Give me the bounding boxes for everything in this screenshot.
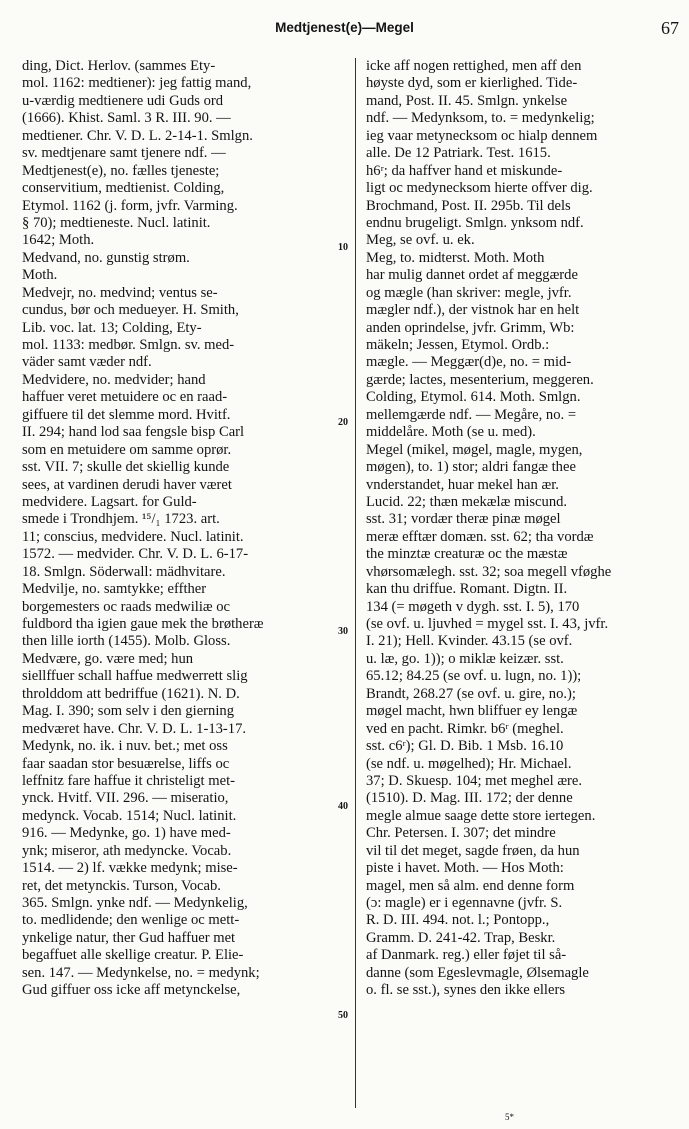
text-line: Etymol. 1162 (j. form, jvfr. Varming. xyxy=(22,197,238,214)
text-line: 1642; Moth. xyxy=(22,232,95,249)
text-line: Medvejr, no. medvind; ventus se- xyxy=(22,284,218,301)
text-line: 365. Smlgn. ynke ndf. — Medynkelig, xyxy=(22,895,248,911)
text-line: (ɔ: magle) er i egennavne (jvfr. S. xyxy=(366,895,563,911)
text-line: cundus, bør och medueyer. H. Smith, xyxy=(22,302,239,319)
text-line: vil til det meget, sagde frøen, da hun xyxy=(366,842,580,859)
text-line: gærde; lactes, mesenterium, meggeren. xyxy=(366,371,594,388)
text-line: Chr. Petersen. I. 307; det mindre xyxy=(366,825,556,842)
text-line: then lille iorth (1455). Molb. Gloss. xyxy=(22,633,231,650)
text-line: magel, men så alm. end denne form xyxy=(366,877,575,894)
text-line: mægle. — Meggær(d)e, no. = mid- xyxy=(366,354,572,371)
text-line: 18. Smlgn. Söderwall: mädhvitare. xyxy=(22,563,226,580)
text-line: (1666). Khist. Saml. 3 R. III. 90. — xyxy=(22,110,231,127)
text-line: Colding, Etymol. 614. Moth. Smlgn. xyxy=(366,389,581,406)
text-line: endnu brugeligt. Smlgn. ynksom ndf. xyxy=(366,214,584,231)
text-line: mäkeln; Jessen, Etymol. Ordb.: xyxy=(366,337,550,353)
text-line: mol. 1162: medtiener): jeg fattig mand, xyxy=(22,75,252,92)
text-line: sst. VII. 7; skulle det skiellig kunde xyxy=(22,459,230,476)
text-line: ret, det metynckis. Turson, Vocab. xyxy=(22,877,221,894)
text-line: R. D. III. 494. not. l.; Pontopp., xyxy=(366,912,550,929)
page-header xyxy=(0,18,689,42)
text-line: sv. medtjenare samt tjenere ndf. — xyxy=(22,145,226,162)
text-line: sst. c6ʳ); Gl. D. Bib. 1 Msb. 16.10 xyxy=(366,738,564,755)
text-line: begaffuet alle skellige creatur. P. Elie- xyxy=(22,947,244,964)
text-line: Gud giffuer oss icke aff metynckelse, xyxy=(22,982,241,999)
line-number: 30 xyxy=(338,626,348,637)
text-line: danne (som Egeslevmagle, Ølsemagle xyxy=(366,964,589,981)
text-line: sen. 147. — Medynkelse, no. = medynk; xyxy=(22,964,260,981)
text-line: throlddom att bedriffue (1621). N. D. xyxy=(22,685,240,702)
text-line: haffuer veret metuidere oc en raad- xyxy=(22,389,228,406)
text-line: u. læ, go. 1)); o miklæ keizær. sst. xyxy=(366,650,564,667)
text-line: (1510). D. Mag. III. 172; der denne xyxy=(366,790,573,807)
text-line: § 70); medtieneste. Nucl. latinit. xyxy=(22,214,211,231)
text-line: Medtjenest(e), no. fælles tjeneste; xyxy=(22,162,220,179)
text-line: to. medlidende; den wenlige oc mett- xyxy=(22,912,240,929)
text-line: Meg, to. midterst. Moth. Moth xyxy=(366,249,545,266)
text-line: mol. 1133: medbør. Smlgn. sv. med- xyxy=(22,337,235,353)
right-column xyxy=(366,58,682,1000)
text-line: h6ʳ; da haffver hand et miskunde- xyxy=(366,162,563,179)
text-line: Brandt, 268.27 (se ovf. u. gire, no.); xyxy=(366,685,576,702)
text-line: ynck. Hvitf. VII. 296. — miseratio, xyxy=(22,790,229,807)
text-line: meræ efftær domæn. sst. 62; tha vordæ xyxy=(366,528,594,545)
text-line: alle. De 12 Patriark. Test. 1615. xyxy=(366,145,551,162)
text-line: borgemesters oc raads medwiliæ oc xyxy=(22,598,231,615)
text-line: 65.12; 84.25 (se ovf. u. lugn, no. 1)); xyxy=(366,668,582,685)
text-line: og mægle (han skriver: megle, jvfr. xyxy=(366,284,572,301)
text-line: ding, Dict. Herlov. (sammes Ety- xyxy=(22,58,216,74)
text-line: the minztæ creaturæ oc the mæstæ xyxy=(366,546,568,563)
text-line: faar saadan stor besuærelse, liffs oc xyxy=(22,755,230,772)
text-line: høyste dyd, som er kierlighed. Tide- xyxy=(366,75,578,92)
signature-mark: 5* xyxy=(505,1112,514,1122)
text-line: väder samt væder ndf. xyxy=(22,354,152,371)
text-line: Brochmand, Post. II. 295b. Til dels xyxy=(366,197,571,214)
text-line: kan thu driffue. Romant. Digtn. II. xyxy=(366,581,568,598)
text-line: icke aff nogen rettighed, men aff den xyxy=(366,58,582,74)
text-line: Lucid. 22; thæn mekælæ miscund. xyxy=(366,493,568,510)
text-line: medynck. Vocab. 1514; Nucl. latinit. xyxy=(22,807,237,824)
text-line: ynkelige natur, ther Gud haffuer met xyxy=(22,929,236,946)
text-line: ynk; miseror, ath medyncke. Vocab. xyxy=(22,842,232,859)
text-line: (se ndf. u. møgelhed); Hr. Michael. xyxy=(366,755,572,772)
text-line: 37; D. Skuesp. 104; met meghel ære. xyxy=(366,772,583,789)
text-line: mellemgærde ndf. — Megåre, no. = xyxy=(366,406,577,423)
text-line: Medvære, go. være med; hun xyxy=(22,650,194,667)
text-line: Moth. xyxy=(22,267,58,284)
text-line: vnderstandet, huar mekel han ær. xyxy=(366,476,559,493)
text-line: mand, Post. II. 45. Smlgn. ynkelse xyxy=(366,92,568,109)
text-line: medværet have. Chr. V. D. L. 1-13-17. xyxy=(22,720,247,737)
text-line: conservitium, medtienist. Colding, xyxy=(22,180,225,197)
text-line: ligt oc medynecksom hierte offver dig. xyxy=(366,180,593,197)
line-number: 50 xyxy=(338,1010,348,1021)
column-rule xyxy=(355,58,356,1108)
text-line: sees, at vardinen derudi haver været xyxy=(22,476,232,493)
line-number: 10 xyxy=(338,242,348,253)
text-line: leffnitz fare haffue it christeligt met- xyxy=(22,772,236,789)
text-line: Gramm. D. 241-42. Trap, Beskr. xyxy=(366,929,556,946)
text-line: smede i Trondhjem. ¹⁵/₁ 1723. art. xyxy=(22,511,220,528)
text-line: siellffuer schall haffue medwerrett slig xyxy=(22,668,248,685)
text-line: (se ovf. u. ljuvhed = mygel sst. I. 43, jvfr. xyxy=(366,616,609,632)
text-line: piste i havet. Moth. — Hos Moth: xyxy=(366,860,564,877)
text-line: II. 294; hand lod saa fengsle bisp Carl xyxy=(22,424,245,441)
text-line: Meg, se ovf. u. ek. xyxy=(366,232,475,249)
text-line: vhørsomælegh. sst. 32; soa megell vføghe xyxy=(366,563,612,580)
text-line: ved en pacht. Rimkr. b6ʳ (meghel. xyxy=(366,720,564,737)
line-number: 20 xyxy=(338,417,348,428)
text-line: medvidere. Lagsart. for Guld- xyxy=(22,493,197,510)
text-line: giffuere til det slemme mord. Hvitf. xyxy=(22,406,231,423)
text-line: Lib. voc. lat. 13; Colding, Ety- xyxy=(22,319,202,336)
text-line: middelåre. Moth (se u. med). xyxy=(366,424,536,441)
text-line: ndf. — Medynksom, to. = medynkelig; xyxy=(366,110,595,127)
text-line: af Danmark. reg.) eller føjet til så- xyxy=(366,947,567,964)
text-line: ieg vaar metynecksom oc hialp dennem xyxy=(366,127,598,144)
text-line: møgen), to. 1) stor; aldri fangæ thee xyxy=(366,459,576,476)
text-line: som en metuidere om samme oprør. xyxy=(22,441,232,458)
text-line: 11; conscius, medvidere. Nucl. latinit. xyxy=(22,528,244,545)
text-line: Medvidere, no. medvider; hand xyxy=(22,371,206,388)
text-line: anden oprindelse, jvfr. Grimm, Wb: xyxy=(366,319,575,336)
text-line: I. 21); Hell. Kvinder. 43.15 (se ovf. xyxy=(366,633,573,650)
text-line: o. fl. se sst.), synes den ikke ellers xyxy=(366,982,566,999)
line-number: 40 xyxy=(338,801,348,812)
text-line: 1572. — medvider. Chr. V. D. L. 6-17- xyxy=(22,546,249,563)
text-line: Medynk, no. ik. i nuv. bet.; met oss xyxy=(22,738,228,755)
text-line: sst. 31; vordær theræ pinæ møgel xyxy=(366,511,561,528)
text-line: møgel macht, hwn bliffuer ey lengæ xyxy=(366,703,578,720)
page-number: 67 xyxy=(661,18,679,38)
text-line: 1514. — 2) lf. vække medynk; mise- xyxy=(22,860,238,877)
text-line: har mulig dannet ordet af meggærde xyxy=(366,267,578,284)
left-column xyxy=(22,58,344,1000)
text-line: Megel (mikel, møgel, magle, mygen, xyxy=(366,441,583,458)
text-line: mægler ndf.), der vistnok har en helt xyxy=(366,302,580,319)
text-line: medtiener. Chr. V. D. L. 2-14-1. Smlgn. xyxy=(22,127,253,144)
text-line: Medvand, no. gunstig strøm. xyxy=(22,249,190,266)
running-head: Medtjenest(e)—Megel xyxy=(275,20,414,35)
text-line: u-værdig medtienere udi Guds ord xyxy=(22,92,224,109)
text-line: megle almue saage dette store iertegen. xyxy=(366,807,596,824)
text-line: fuldbord tha igien gaue mek the brøtheræ xyxy=(22,616,264,632)
text-line: 916. — Medynke, go. 1) have med- xyxy=(22,825,231,842)
text-line: 134 (= møgeth v dygh. sst. I. 5), 170 xyxy=(366,598,580,615)
text-line: Mag. I. 390; som selv i den gierning xyxy=(22,703,234,720)
text-line: Medvilje, no. samtykke; effther xyxy=(22,581,207,598)
